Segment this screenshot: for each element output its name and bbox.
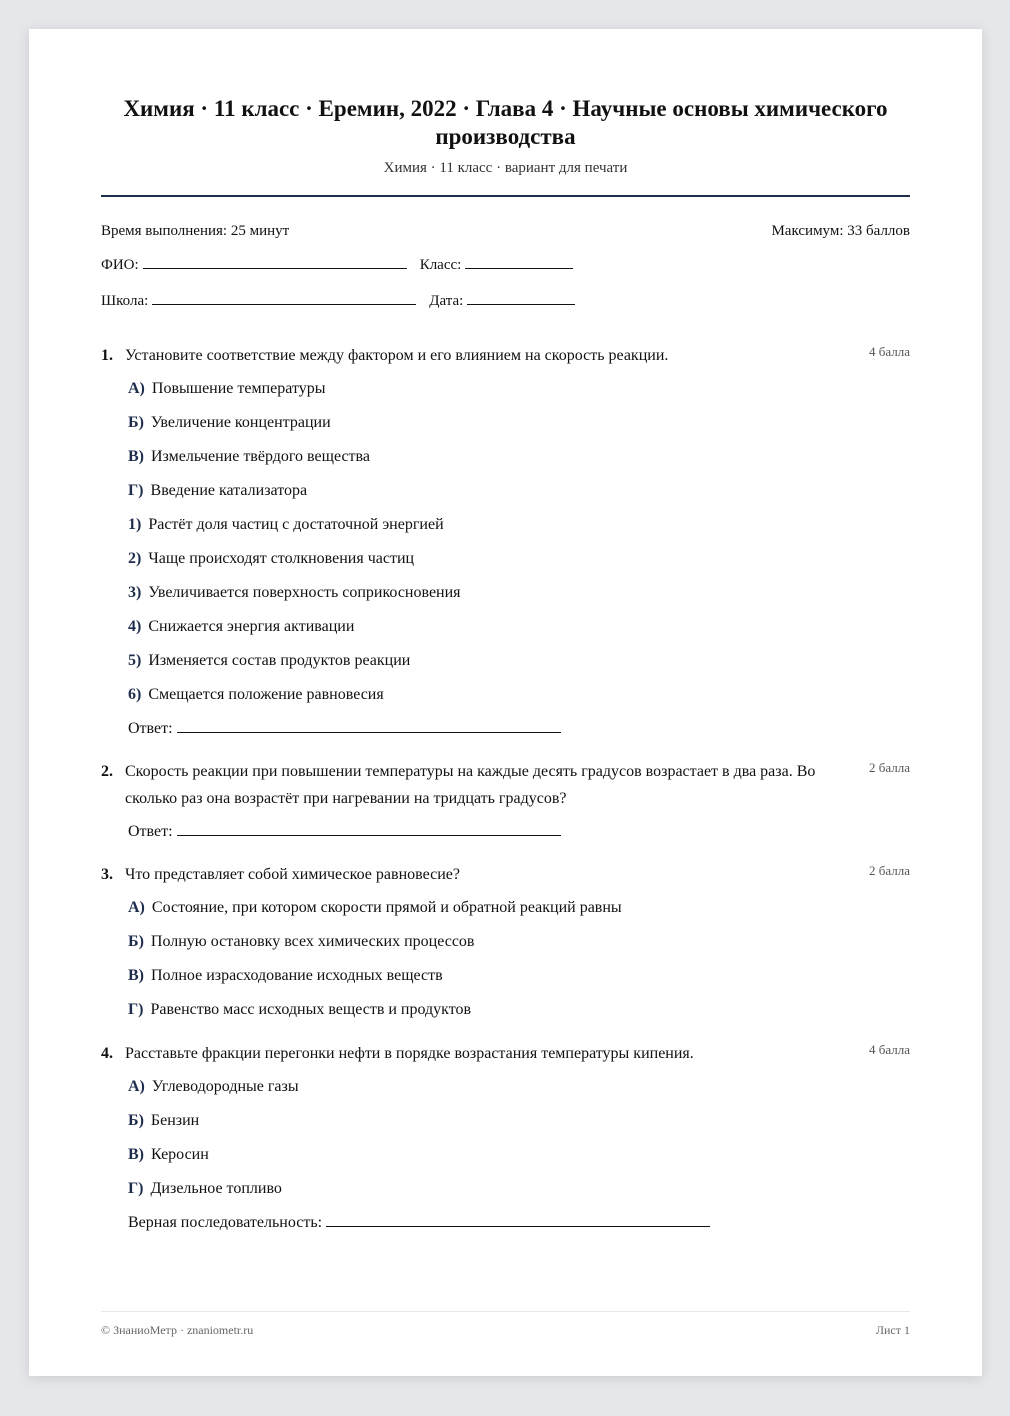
answer-row [128, 1212, 910, 1233]
question-points: 2 балла [869, 760, 910, 775]
option-item [128, 412, 910, 433]
option-text: Смещается положение равновесия [148, 686, 384, 703]
option-item [128, 514, 910, 535]
answer-row [128, 821, 910, 842]
answer-label: Верная последовательность: [128, 1214, 323, 1231]
option-item [128, 931, 910, 952]
option-item [128, 582, 910, 603]
option-item [128, 999, 910, 1020]
option-key: 4) [128, 618, 142, 635]
answer-field[interactable] [177, 822, 561, 836]
class-field[interactable] [465, 255, 573, 269]
option-text: Бензин [150, 1112, 200, 1129]
school-field[interactable] [152, 291, 416, 305]
option-text: Растёт доля частиц с достаточной энергией [148, 516, 444, 533]
page-footer [101, 1311, 910, 1338]
question-1 [101, 342, 910, 739]
option-item [128, 1178, 910, 1199]
option-text: Увеличение концентрации [150, 414, 331, 431]
name-field[interactable] [143, 255, 407, 269]
option-key: В) [128, 448, 144, 465]
option-key: Г) [128, 1180, 144, 1197]
meta-row [101, 222, 910, 240]
answer-field[interactable] [177, 719, 561, 733]
option-text: Полную остановку всех химических процессов [150, 933, 475, 950]
option-text: Изменяется состав продуктов реакции [148, 652, 411, 669]
answer-label: Ответ: [128, 720, 173, 737]
option-text: Увеличивается поверхность соприкосновения [148, 584, 461, 601]
option-item [128, 1144, 910, 1165]
option-item [128, 616, 910, 637]
option-key: А) [128, 380, 145, 397]
option-text: Состояние, при котором скорости прямой и обратной реакций равны [151, 899, 622, 916]
option-item [128, 684, 910, 705]
date-field[interactable] [467, 291, 575, 305]
answer-label: Ответ: [128, 823, 173, 840]
footer-copyright: © ЗнаниоМетр · znaniometr.ru [101, 1323, 254, 1337]
option-text: Чаще происходят столкновения частиц [148, 550, 415, 567]
option-key: А) [128, 1078, 145, 1095]
option-item [128, 1110, 910, 1131]
option-key: Б) [128, 414, 144, 431]
name-label: ФИО: [101, 257, 139, 273]
page-title: Химия · 11 класс · Еремин, 2022 · Глава 4 · Научные основы химического производства [123, 96, 888, 149]
question-4 [101, 1040, 910, 1233]
option-key: Г) [128, 482, 144, 499]
question-2 [101, 758, 910, 842]
option-item [128, 965, 910, 986]
option-key: 2) [128, 550, 142, 567]
option-text: Углеводородные газы [151, 1078, 299, 1095]
option-key: Б) [128, 1112, 144, 1129]
option-key: В) [128, 1146, 144, 1163]
option-text: Равенство масс исходных веществ и продуктов [150, 1001, 472, 1018]
option-item [128, 650, 910, 671]
option-item [128, 446, 910, 467]
question-number: 4. [101, 1045, 113, 1062]
option-item [128, 480, 910, 501]
date-label: Дата: [429, 293, 464, 309]
option-text: Полное израсходование исходных веществ [151, 967, 443, 984]
question-3 [101, 861, 910, 1020]
option-key: Б) [128, 933, 144, 950]
option-key: 3) [128, 584, 142, 601]
question-number: 3. [101, 866, 113, 883]
option-text: Снижается энергия активации [148, 618, 355, 635]
question-points: 2 балла [869, 863, 910, 878]
option-text: Повышение температуры [151, 380, 326, 397]
question-points: 4 балла [869, 1042, 910, 1057]
option-item [128, 548, 910, 569]
class-label: Класс: [419, 257, 462, 273]
option-key: В) [128, 967, 144, 984]
answer-field[interactable] [326, 1213, 710, 1227]
question-text: Что представляет собой химическое равновесие? [125, 866, 460, 883]
option-key: 1) [128, 516, 142, 533]
name-class-row [101, 255, 910, 274]
worksheet-page [29, 29, 982, 1376]
max-score: Максимум: 33 баллов [771, 223, 910, 239]
option-text: Введение катализатора [150, 482, 308, 499]
option-text: Керосин [151, 1146, 209, 1163]
question-number: 2. [101, 763, 113, 780]
header-divider [101, 195, 910, 197]
option-text: Измельчение твёрдого вещества [151, 448, 370, 465]
school-label: Школа: [101, 293, 149, 309]
question-text: Установите соответствие между фактором и его влиянием на скорость реакции. [125, 347, 669, 364]
question-number: 1. [101, 347, 113, 364]
option-item [128, 1076, 910, 1097]
question-points: 4 балла [869, 344, 910, 359]
school-date-row [101, 291, 910, 310]
time-limit: Время выполнения: 25 минут [101, 223, 290, 239]
option-item [128, 378, 910, 399]
option-key: А) [128, 899, 145, 916]
option-key: 5) [128, 652, 142, 669]
option-item [128, 897, 910, 918]
answer-row [128, 718, 910, 739]
question-text: Расставьте фракции перегонки нефти в порядке возрастания температуры кипения. [125, 1045, 694, 1062]
option-key: 6) [128, 686, 142, 703]
option-key: Г) [128, 1001, 144, 1018]
option-text: Дизельное топливо [150, 1180, 282, 1197]
page-subtitle: Химия · 11 класс · вариант для печати [383, 160, 628, 176]
question-text: Скорость реакции при повышении температуры на каждые десять градусов возрастает в два раза. Во сколько раз она возрастёт при нагревании на тридцать градусов? [125, 763, 816, 807]
footer-page-number: Лист 1 [875, 1323, 910, 1337]
